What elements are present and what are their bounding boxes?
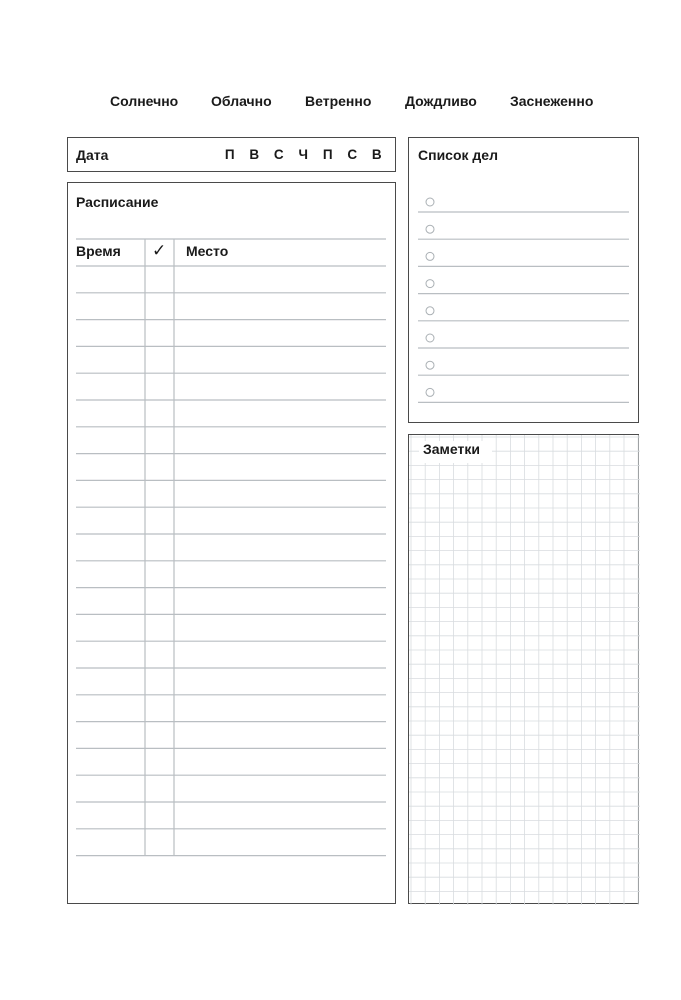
date-section [67, 137, 396, 172]
day-tuesday[interactable]: В [249, 147, 260, 162]
schedule-table-lines [68, 183, 397, 905]
day-wednesday[interactable]: С [273, 147, 284, 162]
day-friday[interactable]: П [322, 147, 333, 162]
todo-checkbox-icon [426, 361, 434, 369]
todo-checkbox-icon [426, 252, 434, 260]
day-monday[interactable]: П [224, 147, 235, 162]
notes-section [408, 434, 639, 904]
weather-cloudy[interactable]: Облачно [211, 93, 272, 109]
notes-grid[interactable] [409, 435, 640, 905]
todo-checkbox-icon [426, 388, 434, 396]
todo-title: Список дел [418, 147, 498, 163]
weather-options [0, 93, 681, 113]
weekday-selector [218, 147, 390, 162]
day-saturday[interactable]: С [347, 147, 358, 162]
day-sunday[interactable]: В [371, 147, 382, 162]
weather-windy[interactable]: Ветренно [305, 93, 372, 109]
weather-sunny[interactable]: Солнечно [110, 93, 179, 109]
schedule-section [67, 182, 396, 904]
schedule-title: Расписание [76, 194, 159, 210]
todo-checkbox-icon [426, 334, 434, 342]
todo-checkbox-icon [426, 198, 434, 206]
todo-checkbox-icon [426, 280, 434, 288]
column-header-time: Время [76, 243, 121, 259]
weather-snowy[interactable]: Заснеженно [510, 93, 594, 109]
date-label: Дата [76, 147, 109, 163]
day-thursday[interactable]: Ч [298, 147, 308, 162]
todo-checkbox-icon [426, 307, 434, 315]
todo-section [408, 137, 639, 423]
column-header-check-icon: ✓ [152, 241, 167, 260]
todo-checkbox-icon [426, 225, 434, 233]
todo-list-lines [409, 138, 640, 424]
notes-title: Заметки [419, 441, 492, 463]
weather-rainy[interactable]: Дождливо [405, 93, 477, 109]
column-header-place: Место [186, 243, 229, 259]
